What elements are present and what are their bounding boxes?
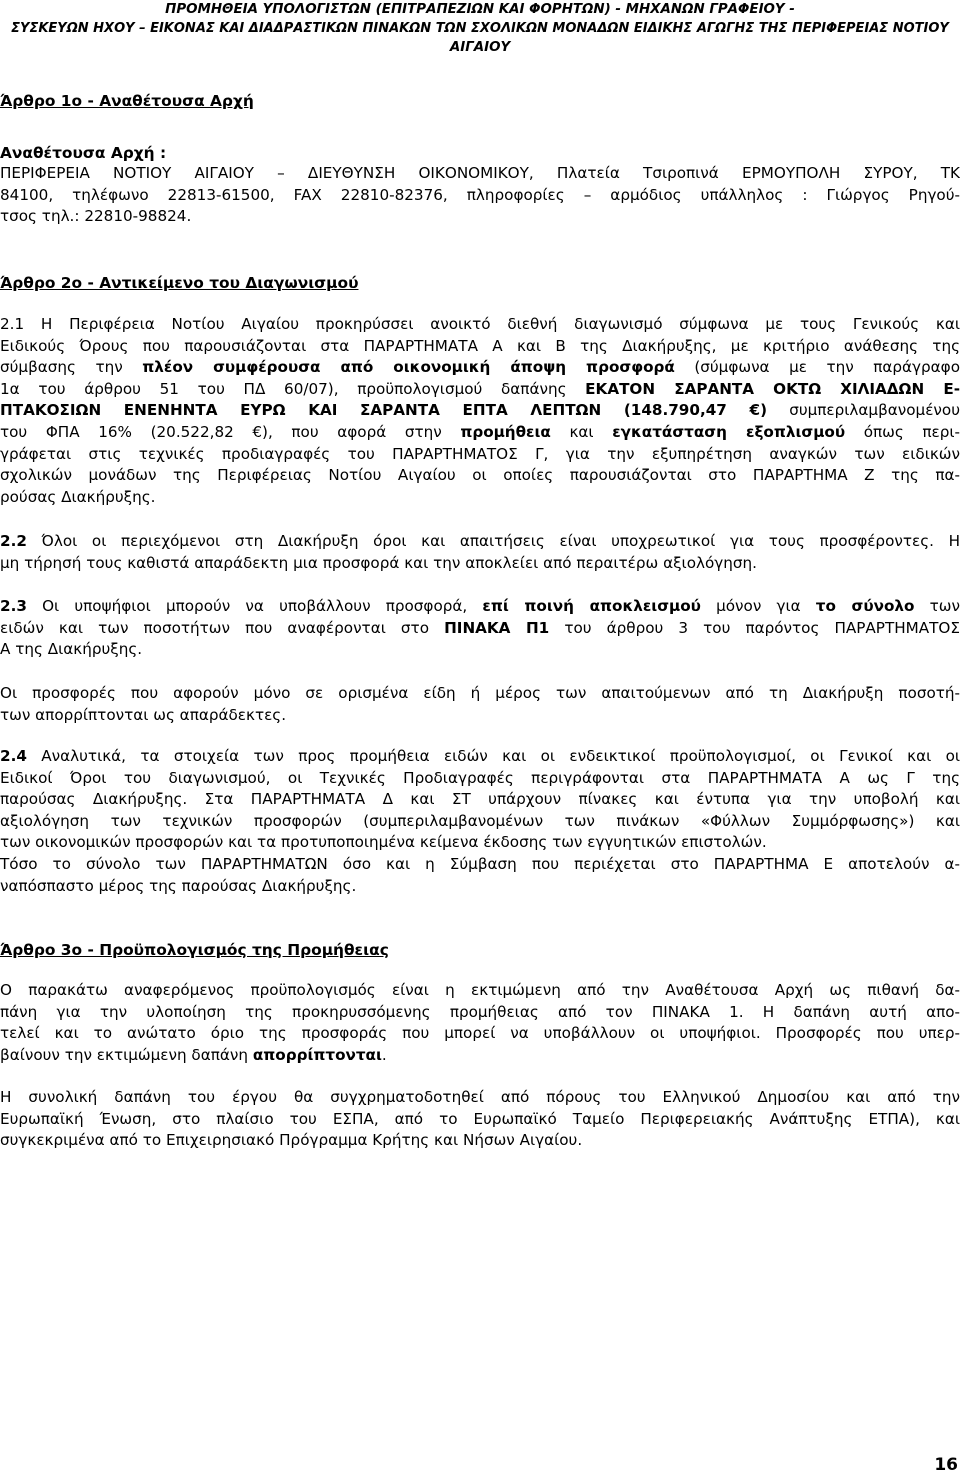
text-run: (σύμφωνα με την παράγραφο: [674, 358, 960, 377]
text-line: [0, 357, 960, 379]
bold-run: ΠΤΑΚΟΣΙΩΝ ΕΝΕΝΗΝΤΑ ΕΥΡΩ ΚΑΙ ΣΑΡΑΝΤΑ ΕΠΤΑ ΛΕΠΤΩΝ (148.790,47 €): [0, 401, 768, 420]
bold-run: πλέον συμφέρουσα από οικονομική άποψη προσφορά: [142, 358, 675, 377]
paragraph-number: 2.3: [0, 597, 27, 615]
text-line: αξιολόγηση των τεχνικών προσφορών (συμπεριλαμβανομένων των πινάκων «Φύλλων Συμμόρφωσης») και: [0, 811, 960, 830]
text-line: Ο παρακάτω αναφερόμενος προϋπολογισμός είναι η εκτιμώμενη από την Αναθέτουσα Αρχή ως πιθανή δα-: [0, 981, 960, 999]
text-run: βαίνουν την εκτιμώμενη δαπάνη: [0, 1045, 253, 1064]
text-line: [0, 596, 960, 618]
bold-run: το σύνολο: [815, 597, 915, 615]
text-run: σύμβασης την: [0, 358, 143, 377]
text-run: όπως περι-: [845, 422, 960, 441]
text-line: Α της Διακήρυξης.: [0, 640, 143, 659]
header-line: ΠΡΟΜΗΘΕΙΑ ΥΠΟΛΟΓΙΣΤΩΝ (ΕΠΙΤΡΑΠΕΖΙΩΝ ΚΑΙ ΦΟΡΗΤΩΝ) - ΜΗΧΑΝΩΝ ΓΡΑΦΕΙΟΥ -: [165, 2, 795, 17]
text-line: Η συνολική δαπάνη του έργου θα συγχρηματοδοτηθεί από πόρους του Ελληνικού Δημοσίου και από την: [0, 1088, 960, 1106]
paragraph-2-3b: [0, 683, 960, 726]
text-line: ρούσας Διακήρυξης.: [0, 487, 156, 506]
text-line: παρούσας Διακήρυξης. Στα ΠΑΡΑΡΤΗΜΑΤΑ Δ και ΣΤ υπάρχουν πίνακες και έντυπα για την υποβολή και: [0, 790, 960, 809]
bold-run: προμήθεια: [460, 422, 551, 441]
text-run: του ΦΠΑ 16% (20.522,82 €), που αφορά στην: [0, 422, 461, 441]
document-header: [0, 0, 960, 57]
text-line: μη τήρησή τους καθιστά απαράδεκτη μια προσφορά και την αποκλείει από περαιτέρω αξιολόγηση.: [0, 553, 757, 572]
text-line: των οικονομικών προσφορών και τα προτυποποιημένα κείμενα έκδοσης των εγγυητικών επιστολών.: [0, 833, 767, 852]
text-line: ναπόσπαστο μέρος της παρούσας Διακήρυξης.: [0, 876, 357, 895]
text-line: 84100, τηλέφωνο 22813-61500, FAX 22810-82376, πληροφορίες – αρμόδιος υπάλληλος : Γιώργος Ρηγού-: [0, 185, 960, 204]
text-line: Ειδικούς Όρους που παρουσιάζονται στα ΠΑΡΑΡΤΗΜΑΤΑ Α και Β της Διακήρυξης, με κριτήριο ανάθεσης της: [0, 336, 960, 355]
text-line: τελεί και το ανώτατο όριο της προσφοράς που μπορεί να υποβάλλουν οι υποψήφιοι. Προσφορές που υπερ-: [0, 1024, 960, 1043]
paragraph-3-1: [0, 980, 960, 1066]
text-line: Ειδικοί Όροι του διαγωνισμού, οι Τεχνικές Προδιαγραφές περιγράφονται στα ΠΑΡΑΡΤΗΜΑΤΑ Α ως Γ της: [0, 768, 960, 787]
text-line: [0, 400, 960, 422]
text-line: Ευρωπαϊκή Ένωση, στο πλαίσιο του ΕΣΠΑ, από το Ευρωπαϊκό Ταμείο Περιφερειακής Ανάπτυξης ΕΤΠΑ), και: [0, 1109, 960, 1128]
paragraph-number: 2.2: [0, 532, 27, 550]
text-line: ΠΕΡΙΦΕΡΕΙΑ ΝΟΤΙΟΥ ΑΙΓΑΙΟΥ – ΔΙΕΥΘΥΝΣΗ ΟΙΚΟΝΟΜΙΚΟΥ, Πλατεία Τσιροπινά ΕΡΜΟΥΠΟΛΗ ΣΥΡΟΥ, ΤΚ: [0, 164, 960, 182]
text-run: .: [381, 1045, 387, 1064]
paragraph-2-2: [0, 531, 960, 574]
header-line: ΣΥΣΚΕΥΩΝ ΗΧΟΥ – ΕΙΚΟΝΑΣ ΚΑΙ ΔΙΑΔΡΑΣΤΙΚΩΝ ΠΙΝΑΚΩΝ ΤΩΝ ΣΧΟΛΙΚΩΝ ΜΟΝΑΔΩΝ ΕΙΔΙΚΗΣ ΑΓΩΓΗΣ ΤΗΣ ΠΕΡΙΦΕΡΕΙΑΣ ΝΟΤΙΟΥ: [11, 21, 949, 36]
text-run: Αναλυτικά, τα στοιχεία των προς προμήθεια ειδών και οι ενδεικτικοί προϋπολογισμοί, οι Γενικοί και οι: [26, 747, 960, 765]
bold-run: ΕΚΑΤΟΝ ΣΑΡΑΝΤΑ ΟΚΤΩ ΧΙΛΙΑΔΩΝ Ε-: [585, 379, 960, 398]
text-run: Οι υποψήφιοι μπορούν να υποβάλλουν προσφορά,: [26, 597, 483, 615]
paragraph-2-1: [0, 314, 960, 508]
article2-title: Άρθρο 2ο - Αντικείμενο του Διαγωνισμού: [0, 274, 359, 292]
header-line: ΑΙΓΑΙΟΥ: [449, 40, 511, 55]
text-line: τσος τηλ.: 22810-98824.: [0, 207, 192, 226]
bold-run: εγκατάσταση εξοπλισμού: [612, 422, 846, 441]
text-line: [0, 746, 960, 768]
text-line: [0, 618, 960, 640]
page-number: 16: [934, 1455, 958, 1475]
text-run: και: [550, 422, 613, 441]
article3-title: Άρθρο 3ο - Προϋπολογισμός της Προμήθειας: [0, 941, 389, 959]
text-line: των απορρίπτονται ως απαράδεκτες.: [0, 705, 287, 724]
text-line: [0, 422, 960, 444]
text-run: Όλοι οι περιεχόμενοι στη Διακήρυξη όροι και απαιτήσεις είναι υποχρεωτικοί για τους προσφέροντες. Η: [26, 532, 960, 550]
contracting-authority-label: Αναθέτουσα Αρχή :: [0, 144, 167, 162]
paragraph-2-3: [0, 596, 960, 661]
text-line: γράφεται στις τεχνικές προδιαγραφές του ΠΑΡΑΡΤΗΜΑΤΟΣ Γ, για την εξυπηρέτηση αναγκών των ειδικών: [0, 444, 960, 463]
bold-run: απορρίπτονται: [252, 1045, 382, 1064]
text-run: συμπεριλαμβανομένου: [767, 401, 960, 420]
article1-title: Άρθρο 1ο - Αναθέτουσα Αρχή: [0, 92, 254, 110]
text-run: των: [914, 597, 960, 615]
paragraph-3-2: [0, 1087, 960, 1152]
text-line: Οι προσφορές που αφορούν μόνο σε ορισμένα είδη ή μέρος των απαιτούμενων από τη Διακήρυξη ποσοτή-: [0, 684, 960, 702]
text-line: Τόσο το σύνολο των ΠΑΡΑΡΤΗΜΑΤΩΝ όσο και η Σύμβαση που περιέχεται στο ΠΑΡΑΡΤΗΜΑ Ε αποτελούν α-: [0, 854, 960, 873]
text-line: πάνη για την υλοποίηση της προκηρυσσόμενης προμήθειας από τον ΠΙΝΑΚΑ 1. Η δαπάνη αυτή απο-: [0, 1002, 960, 1021]
text-run: ειδών και των ποσοτήτων που αναφέρονται στο: [0, 618, 445, 637]
text-line: [0, 379, 960, 401]
text-line: [0, 1045, 960, 1067]
text-run: 1α του άρθρου 51 του ΠΔ 60/07), προϋπολογισμού δαπάνης: [0, 379, 586, 398]
paragraph-2-4: [0, 746, 960, 897]
paragraph-number: 2.4: [0, 747, 27, 765]
text-line: 2.1 Η Περιφέρεια Νοτίου Αιγαίου προκηρύσσει ανοικτό διεθνή διαγωνισμό σύμφωνα με τους Γενικούς και: [0, 315, 960, 333]
text-line: [0, 531, 960, 553]
bold-run: ΠΙΝΑΚΑ Π1: [444, 618, 550, 637]
text-line: σχολικών μονάδων της Περιφέρειας Νοτίου Αιγαίου οι οποίες παρουσιάζονται στο ΠΑΡΑΡΤΗΜΑ Ζ της πα-: [0, 466, 960, 485]
article1-body: [0, 163, 960, 228]
text-run: του άρθρου 3 του παρόντος ΠΑΡΑΡΤΗΜΑΤΟΣ: [549, 618, 960, 637]
bold-run: επί ποινή αποκλεισμού: [482, 597, 701, 615]
text-line: συγκεκριμένα από το Επιχειρησιακό Πρόγραμμα Κρήτης και Νήσων Αιγαίου.: [0, 1131, 583, 1150]
text-run: μόνον για: [700, 597, 816, 615]
